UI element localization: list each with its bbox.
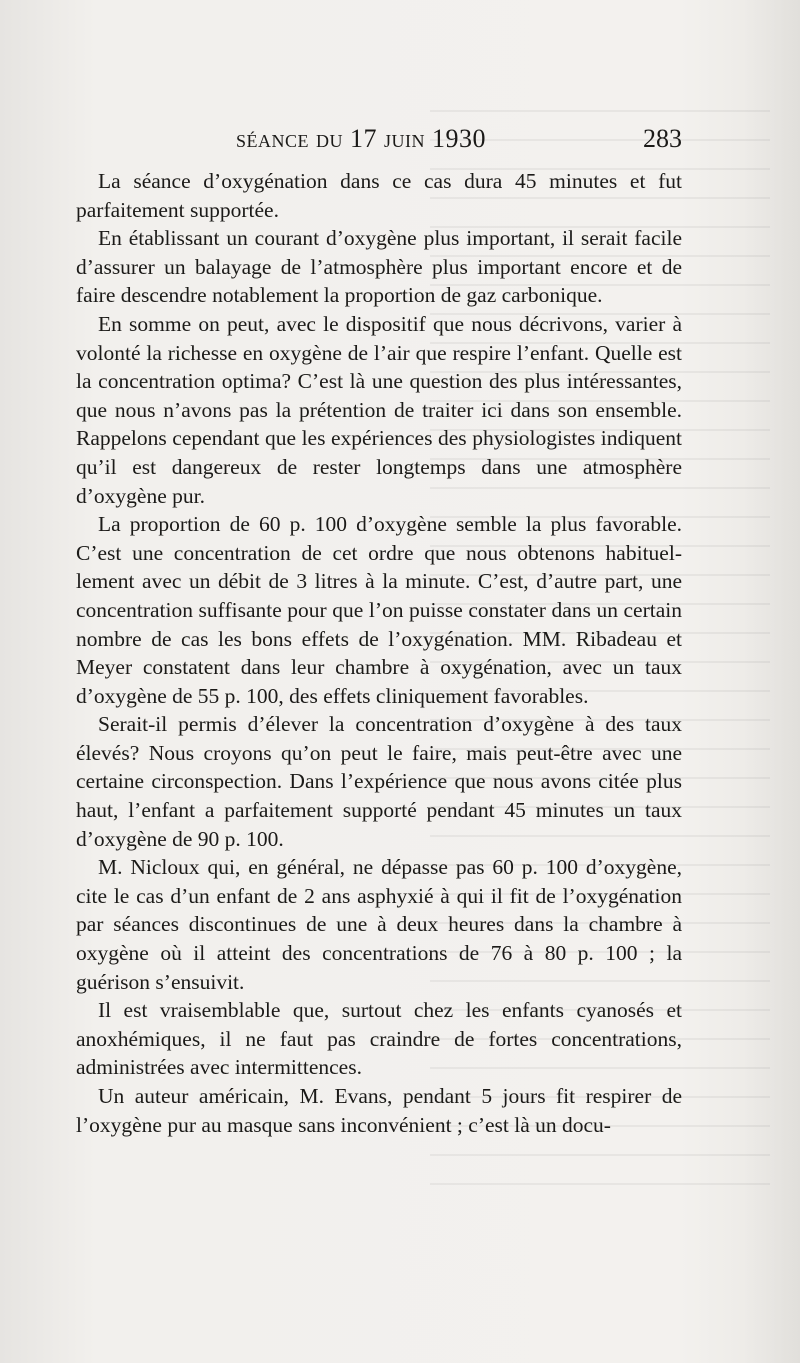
page-number: 283 — [643, 124, 682, 153]
running-title: séance du 17 juin 1930 — [236, 124, 486, 153]
paragraph: M. Nicloux qui, en général, ne dépasse pas 60 p. 100 d’oxygène, cite le cas d’un enfant de 2 ans asphyxié à qui il fit de l’oxygénation par séances discontinues de une à deux heures dans la chambre à oxygène où il atteint des concentrations de 76 à 80 p. 100 ; la guérison s’ensuivit. — [76, 855, 682, 994]
paragraph: Un auteur américain, M. Evans, pendant 5 jours fit respirer de l’oxygène pur au masque sans inconvénient ; c’est là un docu- — [76, 1084, 682, 1137]
paragraph: Serait-il permis d’élever la concentration d’oxygène à des taux élevés? Nous croyons qu’on peut le faire, mais peut-être avec une certaine circonspection. Dans l’expérience que nous avons citée plus haut, l’enfant a parfaitement supporté pendant 45 minutes un taux d’oxygène de 90 p. 100. — [76, 712, 682, 851]
body-text — [76, 167, 682, 1139]
paragraph: La séance d’oxygénation dans ce cas dura 45 minutes et fut parfaitement supportée. — [76, 169, 682, 222]
paragraph: La proportion de 60 p. 100 d’oxygène semble la plus favorable. C’est une concentration de cet ordre que nous obtenons habituellement avec un débit de 3 litres à la minute. C’est, d’autre part, une concentration suffisante pour que l’on puisse constater dans un certain nombre de cas les bons effets de l’oxygénation. MM. Ribadeau et Meyer constatent dans leur chambre à oxygénation, avec un taux d’oxygène de 55 p. 100, des effets cliniquement favorables. — [76, 512, 682, 708]
paragraph: En somme on peut, avec le dispositif que nous décrivons, varier à volonté la richesse en oxygène de l’air que respire l’enfant. Quelle est la concentration optima? C’est là une question des plus intéressantes, que nous n’avons pas la prétention de traiter ici dans son ensemble. Rappelons cependant que les expériences des physiologistes indiquent qu’il est dangereux de rester longtemps dans une atmosphère d’oxygène pur. — [76, 311, 682, 508]
page-edge-shadow — [742, 0, 800, 1363]
paragraph: Il est vraisemblable que, surtout chez les enfants cyanosés et anoxhémiques, il ne faut pas craindre de fortes concentrations, administrées avec intermittences. — [76, 998, 682, 1080]
paragraph: En établissant un courant d’oxygène plus important, il serait facile d’assurer un balayage de l’atmosphère plus important encore et de faire descendre notablement la proportion de gaz carbonique. — [76, 226, 682, 308]
running-header — [76, 118, 682, 158]
